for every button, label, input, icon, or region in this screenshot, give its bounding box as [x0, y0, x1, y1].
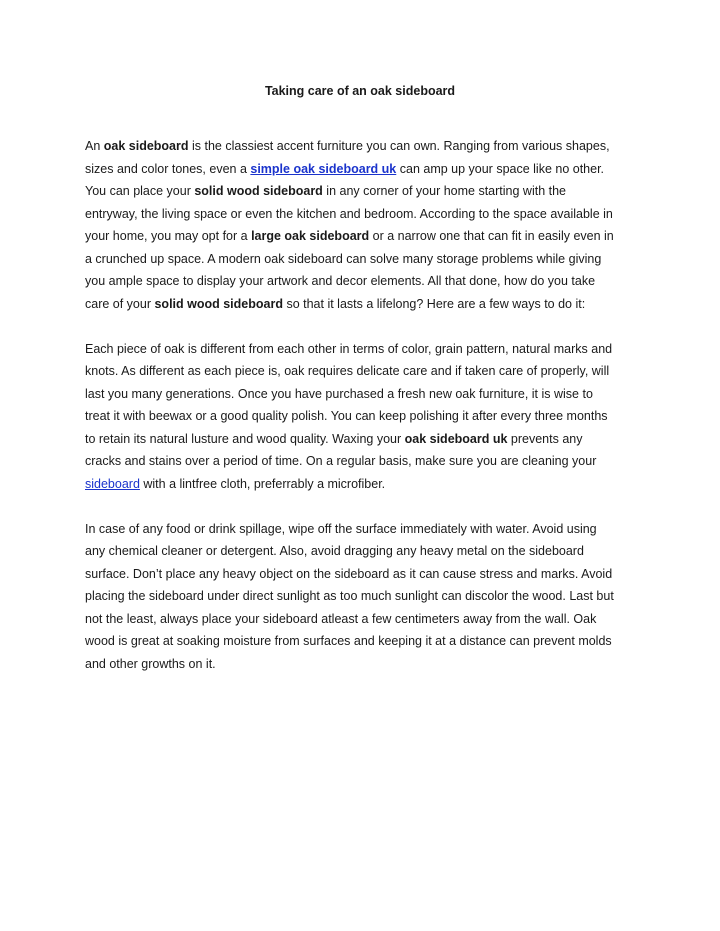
text-line	[85, 338, 645, 361]
text-line	[85, 270, 645, 293]
text-line	[85, 473, 645, 496]
text-run: An	[85, 139, 104, 153]
inline-link[interactable]: simple oak sideboard uk	[250, 161, 397, 176]
text-line	[85, 203, 645, 226]
text-line	[85, 428, 645, 451]
paragraph-1	[85, 135, 645, 315]
text-run: is the classiest accent furniture you can own. Ranging from various shapes,	[188, 139, 610, 153]
text-line	[85, 360, 645, 383]
text-run: treat it with beewax or a good quality polish. You can keep polishing it after every three months	[85, 409, 608, 423]
text-run: prevents any	[507, 431, 583, 446]
text-line	[85, 450, 645, 473]
text-run: not the least, always place your sideboard atleast a few centimeters away from the wall. Oak	[85, 611, 597, 626]
text-line	[85, 608, 645, 631]
paragraph-2	[85, 338, 645, 496]
text-line	[85, 180, 645, 203]
text-run: to retain its natural lusture and wood quality. Waxing your	[85, 431, 405, 446]
text-run: with a lintfree cloth, preferrably a microfiber.	[139, 476, 386, 491]
text-line	[85, 293, 645, 316]
text-run: or a narrow one that can fit in easily even in	[369, 229, 614, 243]
text-run: last you many generations. Once you have purchased a fresh new oak furniture, it is wise to	[85, 386, 593, 401]
document-body	[85, 135, 645, 698]
bold-phrase: oak sideboard uk	[404, 431, 508, 446]
text-run: wood is great at soaking moisture from surfaces and keeping it at a distance can prevent molds	[85, 634, 612, 648]
text-line	[85, 225, 645, 248]
bold-phrase: oak sideboard	[103, 139, 189, 153]
text-run: can amp up your space like no other.	[396, 161, 605, 176]
text-run: surface. Don’t place any heavy object on the sideboard as it can cause stress and marks. Avoid	[85, 566, 613, 581]
text-run: your home, you may opt for a	[85, 229, 252, 243]
text-run: care of your	[85, 296, 155, 311]
text-run: you ample space to display your artwork and decor elements. All that done, how do you take	[85, 274, 596, 288]
text-run: In case of any food or drink spillage, wipe off the surface immediately with water. Avoid using	[85, 521, 597, 536]
text-line	[85, 405, 645, 428]
text-run: and other growths on it.	[85, 656, 216, 671]
text-line	[85, 248, 645, 271]
text-run: Each piece of oak is different from each other in terms of color, grain pattern, natural marks and	[85, 341, 613, 356]
text-run: entryway, the living space or even the kitchen and bedroom. According to the space available in	[85, 206, 613, 221]
inline-link[interactable]: sideboard	[85, 476, 140, 491]
text-run: a crunched up space. A modern oak sideboard can solve many storage problems while giving	[85, 251, 602, 266]
text-line	[85, 630, 645, 653]
text-line	[85, 383, 645, 406]
text-run: sizes and color tones, even a	[85, 161, 251, 176]
text-line	[85, 518, 645, 541]
text-line	[85, 585, 645, 608]
text-line	[85, 540, 645, 563]
text-run: knots. As different as each piece is, oak requires delicate care and if taken care of properly, will	[85, 364, 610, 378]
text-run: placing the sideboard under direct sunlight as too much sunlight can discolor the wood. Last but	[85, 589, 614, 603]
text-line	[85, 135, 645, 158]
bold-phrase: large oak sideboard	[251, 229, 370, 243]
text-line	[85, 653, 645, 676]
text-line	[85, 563, 645, 586]
text-run: You can place your	[85, 184, 195, 198]
text-run: in any corner of your home starting with the	[322, 184, 567, 198]
text-run: any chemical cleaner or detergent. Also, avoid dragging any heavy metal on the sideboard	[85, 544, 584, 558]
bold-phrase: solid wood sideboard	[154, 296, 283, 311]
text-line	[85, 158, 645, 181]
paragraph-3	[85, 518, 645, 676]
document-title: Taking care of an oak sideboard	[264, 84, 456, 98]
text-run: cracks and stains over a period of time. On a regular basis, make sure you are cleaning your	[85, 454, 597, 468]
text-run: so that it lasts a lifelong? Here are a few ways to do it:	[282, 296, 586, 311]
bold-phrase: solid wood sideboard	[194, 184, 323, 198]
